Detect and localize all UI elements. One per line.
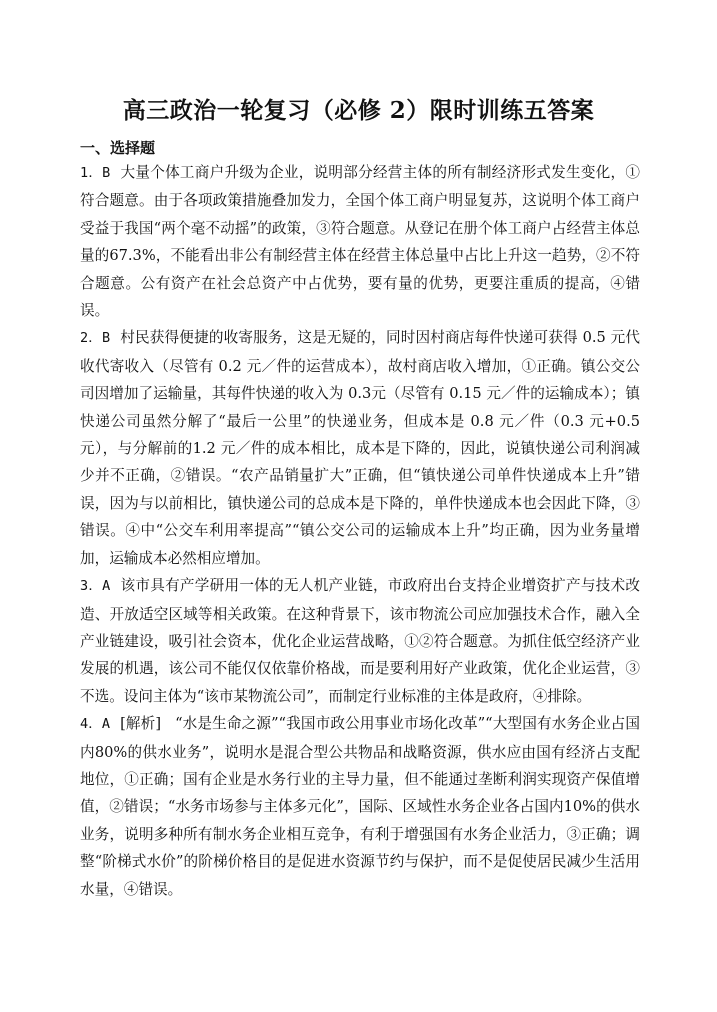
analysis-tag: [解析]	[120, 715, 162, 733]
document-title: 高三政治一轮复习（必修 2）限时训练五答案	[122, 97, 595, 124]
answer-letter: A	[102, 578, 111, 595]
answer-letter: B	[101, 330, 111, 347]
question-2	[80, 324, 640, 572]
question-explanation: 村民获得便捷的收寄服务，这是无疑的，同时因村商店每件快递可获得 0.5 元代收代寄收入（尽管有 0.2 元／件的运营成本），故村商店收入增加，①正确。镇公交公司因增加了运输量，其每件快递的收入为 0.3元（尽管有 0.15 元／件的运输成本）；镇快递公司虽然分解了“最后一公里”的快递业务，但成本是 0.8 元／件（0.3 元+0.5 元），与分解前的1.2 元／件的成本相比，成本是下降的，因此，说镇快递公司利润减少并不正确，②错误。“农产品销量扩大”正确，但“镇快递公司单件快递成本上升”错误，因为与以前相比，镇快递公司的总成本是下降的，单件快递成本也会因此下降，③错误。④中“公交车利用率提高”“镇公交公司的运输成本上升”均正确，因为业务量增加，运输成本必然相应增加。	[80, 329, 640, 567]
answer-letter: B	[102, 165, 111, 181]
question-explanation: 该市具有产学研用一体的无人机产业链，市政府出台支持企业增资扩产与技术改造、开放适空区域等相关政策。在这种背景下，该市物流公司应加强技术合作，融入全产业链建设，吸引社会资本，优化企业运营战略，①②符合题意。为抓住低空经济产业发展的机遇，该公司不能仅仅依靠价格战，而是要利用好产业政策，优化企业运营，③不选。设问主体为“该市某物流公司”，而制定行业标准的主体是政府，④排除。	[80, 577, 640, 705]
question-number: 3．	[80, 578, 103, 595]
answer-list	[80, 159, 640, 903]
section-heading: 一、选择题	[80, 139, 156, 157]
question-3	[80, 572, 640, 710]
question-4	[80, 710, 640, 903]
question-number: 1．	[80, 165, 103, 181]
question-explanation: “水是生命之源”“我国市政公用事业市场化改革”“大型国有水务企业占国内80%的供水业务”，说明水是混合型公共物品和战略资源，供水应由国有经济占支配地位，①正确；国有企业是水务行业的主导力量，但不能通过垄断利润实现资产保值增值，②错误；“水务市场参与主体多元化”，国际、区域性水务企业各占国内10%的供水业务，说明多种所有制水务企业相互竞争，有利于增强国有水务企业活力，③正确；调整“阶梯式水价”的阶梯价格目的是促进水资源节约与保护，而不是促使居民减少生活用水量，④错误。	[80, 715, 641, 898]
question-number: 4．	[80, 716, 102, 733]
question-1	[80, 159, 640, 324]
answer-letter: A	[101, 716, 111, 733]
question-explanation: 大量个体工商户升级为企业，说明部分经营主体的所有制经济形式发生变化，①符合题意。由于各项政策措施叠加发力，全国个体工商户明显复苏，这说明个体工商户受益于我国“两个毫不动摇”的政策，③符合题意。从登记在册个体工商户占经营主体总量的67.3%，不能看出非公有制经营主体在经营主体总量中占比上升这一趋势，②不符合题意。公有资产在社会总资产中占优势，要有量的优势，更要注重质的提高，④错误。	[80, 164, 640, 320]
question-number: 2．	[80, 330, 102, 347]
